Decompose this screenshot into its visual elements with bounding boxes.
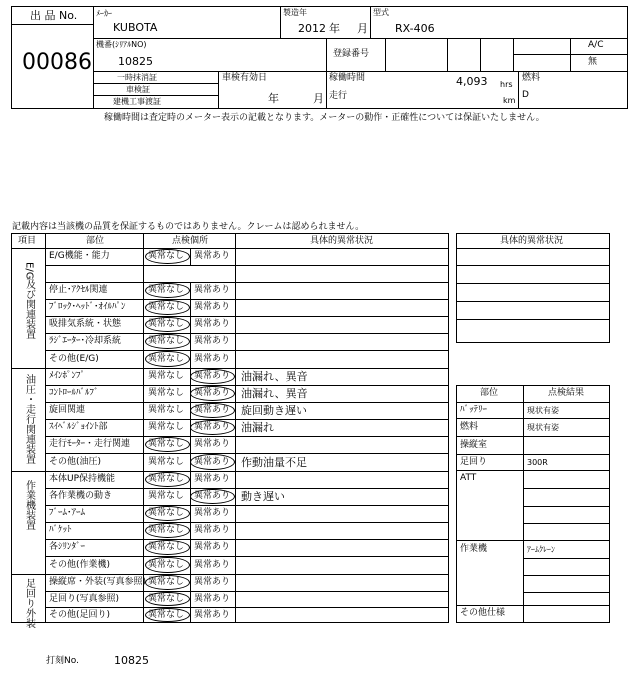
row-part: ｺﾝﾄﾛｰﾙﾊﾞﾙﾌﾞ [49, 388, 99, 398]
abnormal-circle-mark [190, 403, 235, 418]
abnormal-circle-mark [190, 489, 235, 504]
mileage-label: 走行 [329, 91, 348, 101]
row-part: 走行ﾓｰﾀｰ・走行関連 [49, 439, 131, 449]
quality-note: 記載内容は当該機の品質を保証するものではありません。クレームは認められません。 [12, 222, 365, 232]
row-normal-label: 異常なし [148, 609, 185, 620]
row-abnormal-label: 異常あり [194, 319, 231, 329]
serial-value: 10825 [118, 55, 153, 68]
row-detail: 旋回動き遅い [241, 404, 307, 417]
row-detail: 油漏れ、異音 [241, 370, 308, 383]
header-part: 部位 [86, 236, 105, 246]
row-part: E/G機能・能力 [49, 251, 110, 261]
inspection-expiry-label: 車検有効日 [222, 73, 268, 83]
row-part: ﾌﾞﾛｯｸ･ﾍｯﾄﾞ･ｵｲﾙﾊﾟﾝ [49, 302, 126, 312]
normal-circle-mark [145, 540, 190, 555]
row-abnormal-label: 異常あり [194, 593, 231, 604]
normal-circle-mark [145, 351, 190, 367]
row-part: 吸排気系統・状態 [49, 319, 122, 329]
group-label: 足回り外装 [23, 578, 35, 628]
hours-label: 稼働時間 [329, 73, 366, 83]
row-part: ﾒｲﾝﾎﾟﾝﾌﾟ [49, 371, 86, 381]
vehicle-work-cert-label: 建機工事渡証 [113, 97, 161, 106]
result-value-undercarriage: 300R [527, 458, 548, 467]
result-part-fuel: 燃料 [460, 422, 479, 432]
row-normal-label: 異常なし [148, 559, 185, 570]
group-label: E/G及び関連装置 [23, 262, 35, 340]
row-part: 停止･ｱｸｾﾙ関連 [49, 285, 108, 295]
row-abnormal-label: 異常あり [194, 285, 231, 295]
stamp-label: 打刻No. [46, 656, 79, 666]
registration-label: 登録番号 [333, 49, 370, 59]
normal-circle-mark [145, 523, 190, 538]
row-detail: 油漏れ [241, 421, 274, 434]
row-normal-label: 異常なし [148, 371, 185, 381]
inspection-cert-label: 車検証 [126, 85, 150, 94]
row-abnormal-label: 異常あり [194, 336, 231, 346]
row-normal-label: 異常なし [148, 474, 185, 484]
row-normal-label: 異常なし [148, 577, 185, 587]
month-unit: 月 [357, 22, 368, 35]
row-normal-label: 異常なし [148, 285, 185, 295]
row-abnormal-label: 異常あり [194, 353, 231, 364]
model-value: RX-406 [395, 22, 435, 35]
fuel-value: D [522, 90, 529, 100]
hours-note: 稼働時間は査定時のメーター表示の記載となります。メーターの動作・正確性については保証いたしません。 [104, 113, 545, 123]
row-part: その他(油圧) [49, 456, 102, 467]
lot-label: 出 品 No. [30, 9, 78, 22]
row-part: ﾗｼﾞｴｰﾀｰ･冷却系統 [49, 336, 122, 346]
year-unit: 年 [329, 22, 340, 35]
header-details: 具体的異常状況 [310, 236, 374, 246]
row-normal-label: 異常なし [148, 302, 185, 312]
mileage-unit: km [503, 96, 516, 105]
normal-circle-mark [145, 283, 190, 298]
row-normal-label: 異常なし [148, 508, 185, 518]
abnormal-circle-mark [190, 454, 235, 470]
header-category: 項目 [18, 236, 37, 246]
row-normal-label: 異常なし [148, 388, 185, 398]
row-abnormal-label: 異常あり [194, 474, 231, 484]
row-abnormal-label: 異常あり [194, 405, 231, 415]
row-abnormal-label: 異常あり [194, 388, 231, 398]
row-normal-label: 異常なし [148, 251, 185, 261]
normal-circle-mark [145, 300, 190, 315]
row-abnormal-label: 異常あり [194, 251, 231, 261]
group-label: 作業機装置 [23, 480, 35, 530]
expiry-year-unit: 年 [268, 92, 279, 105]
normal-circle-mark [145, 472, 190, 487]
row-normal-label: 異常なし [148, 491, 185, 501]
row-normal-label: 異常なし [148, 405, 185, 415]
result-part-battery: ﾊﾞｯﾃﾘｰ [460, 405, 488, 415]
row-part: ﾊﾞｹｯﾄ [49, 525, 72, 535]
row-normal-label: 異常なし [148, 593, 185, 604]
row-abnormal-label: 異常あり [194, 525, 231, 535]
ac-value: 無 [588, 57, 598, 67]
result-part-other-spec: その他仕様 [460, 608, 506, 618]
row-abnormal-label: 異常あり [194, 302, 231, 312]
row-abnormal-label: 異常あり [194, 577, 231, 587]
normal-circle-mark [145, 575, 190, 590]
row-part: 各作業機の動き [49, 491, 113, 501]
result-part-att: ATT [460, 473, 477, 483]
row-normal-label: 異常なし [148, 456, 185, 467]
row-part: 旋回関連 [49, 405, 86, 415]
year-value: 2012 [298, 22, 326, 35]
stamp-value: 10825 [114, 654, 149, 667]
row-part: 操縦席・外装(写真参照) [49, 577, 147, 587]
row-part: ｽｲﾍﾞﾙｼﾞｮｲﾝﾄ部 [49, 422, 108, 432]
row-abnormal-label: 異常あり [194, 456, 231, 467]
fuel-label: 燃料 [522, 73, 541, 83]
row-detail: 作動油量不足 [241, 455, 307, 469]
normal-circle-mark [145, 317, 190, 332]
results-header-part: 部位 [480, 388, 499, 398]
row-part: ﾌﾞｰﾑ･ｱｰﾑ [49, 508, 86, 518]
abnormal-circle-mark [190, 420, 235, 435]
maker-value: KUBOTA [113, 21, 158, 34]
temp-permit-label: 一時抹消証 [117, 73, 157, 82]
row-abnormal-label: 異常あり [194, 508, 231, 518]
normal-circle-mark [145, 249, 190, 264]
result-part-cab: 操縦室 [460, 440, 488, 450]
normal-circle-mark [145, 506, 190, 521]
normal-circle-mark [145, 592, 190, 606]
hours-value: 4,093 [456, 75, 488, 88]
expiry-month-unit: 月 [313, 92, 324, 105]
result-value-fuel: 現状有姿 [527, 423, 559, 432]
row-part: その他(E/G) [49, 353, 99, 364]
row-normal-label: 異常なし [148, 422, 185, 432]
normal-circle-mark [145, 557, 190, 573]
normal-circle-mark [145, 608, 190, 622]
normal-circle-mark [145, 334, 190, 349]
row-abnormal-label: 異常あり [194, 371, 231, 381]
row-abnormal-label: 異常あり [194, 559, 231, 570]
row-abnormal-label: 異常あり [194, 542, 231, 552]
year-label: 製造年 [283, 8, 307, 17]
result-part-undercarriage: 足回り [460, 457, 488, 467]
row-normal-label: 異常なし [148, 319, 185, 329]
row-abnormal-label: 異常あり [194, 422, 231, 432]
row-detail: 動き遅い [241, 490, 285, 503]
row-normal-label: 異常なし [148, 353, 185, 364]
result-value-work-machine: ｱｰﾑｸﾚｰﾝ [527, 545, 555, 554]
row-part: その他(足回り) [49, 609, 111, 620]
row-part: 本体UP保持機能 [49, 474, 116, 484]
result-part-work-machine: 作業機 [460, 544, 488, 554]
normal-circle-mark [145, 437, 190, 452]
row-part: その他(作業機) [49, 559, 111, 570]
row-normal-label: 異常なし [148, 439, 185, 449]
abnormal-circle-mark [190, 386, 235, 401]
ac-label: A/C [588, 40, 604, 50]
row-part: 足回り(写真参照) [49, 593, 120, 604]
serial-label: 機番(ｼﾘｱﾙNO) [96, 40, 147, 49]
model-label: 型式 [373, 8, 389, 17]
hours-unit: hrs [500, 80, 513, 89]
row-normal-label: 異常なし [148, 336, 185, 346]
row-abnormal-label: 異常あり [194, 439, 231, 449]
result-value-battery: 現状有姿 [527, 406, 559, 415]
abnormal-circle-mark [190, 369, 235, 384]
row-abnormal-label: 異常あり [194, 491, 231, 501]
lot-number: 00086 [22, 50, 92, 75]
row-normal-label: 異常なし [148, 542, 185, 552]
group-label: 油圧・走行関連装置 [23, 374, 35, 464]
row-normal-label: 異常なし [148, 525, 185, 535]
maker-label: ﾒｰｶｰ [96, 9, 112, 18]
results-header-result: 点検結果 [548, 388, 585, 398]
row-abnormal-label: 異常あり [194, 609, 231, 620]
row-detail: 油漏れ、異音 [241, 387, 308, 400]
header-location: 点検個所 [172, 236, 209, 246]
right-details-header: 具体的異常状況 [500, 236, 564, 246]
row-part: 各ｼﾘﾝﾀﾞｰ [49, 542, 86, 552]
